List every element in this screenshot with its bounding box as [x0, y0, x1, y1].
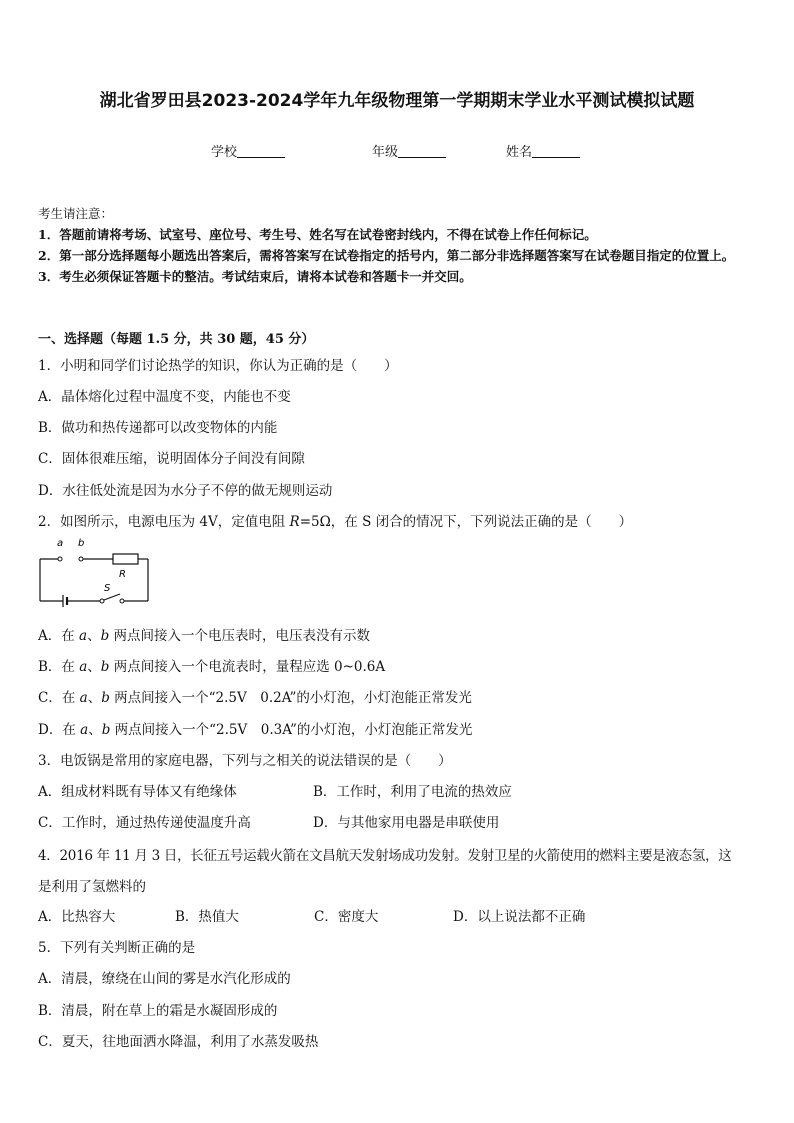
name-field: [506, 141, 580, 160]
q4-option-d: D．以上说法都不正确: [453, 909, 586, 925]
q1-option-c: C．固体很难压缩，说明固体分子间没有间隙: [38, 451, 305, 467]
q4-stem-line2: 是利用了氢燃料的: [38, 879, 146, 895]
terminal-b-label: b: [78, 538, 85, 549]
q4-option-a: A．比热容大: [38, 909, 116, 925]
switch-label: S: [104, 583, 111, 594]
q2-stem-part: 2．如图所示，电源电压为 4V，定值电阻: [38, 514, 290, 530]
resistor-label: R: [119, 569, 126, 580]
notice-header: 考生请注意：: [38, 206, 114, 221]
grade-field: [372, 141, 446, 160]
q5-option-a: A．清晨，缭绕在山间的雾是水汽化形成的: [38, 971, 291, 987]
name-blank: [532, 145, 580, 158]
name-label: 姓名: [506, 145, 533, 160]
terminal-a-label: a: [57, 538, 64, 549]
notice-block: [38, 203, 762, 287]
q2-option-c: C．在 a、b 两点间接入一个“2.5V 0.2A”的小灯泡，小灯泡能正常发光: [38, 690, 472, 706]
q1-option-d: D．水往低处流是因为水分子不停的做无规则运动: [38, 483, 333, 499]
circuit-diagram: [30, 534, 160, 610]
q5-option-c: C．夏天，往地面洒水降温，利用了水蒸发吸热: [38, 1034, 319, 1050]
school-field: [211, 141, 285, 160]
q3-stem: 3．电饭锅是常用的家庭电器，下列与之相关的说法错误的是（ ）: [38, 753, 452, 769]
notice-item: 3．考生必须保证答题卡的整洁。考试结束后，请将本试卷和答题卡一并交回。: [38, 269, 472, 284]
q3-option-c: C．工作时，通过热传递使温度升高: [38, 815, 251, 831]
q1-stem: 1．小明和同学们讨论热学的知识，你认为正确的是（ ）: [38, 358, 398, 374]
q2-option-d: D．在 a、b 两点间接入一个“2.5V 0.3A”的小灯泡，小灯泡能正常发光: [38, 722, 473, 738]
q5-option-b: B．清晨，附在草上的霜是水凝固形成的: [38, 1003, 278, 1019]
q2-option-b: B．在 a、b 两点间接入一个电流表时，量程应选 0~0.6A: [38, 659, 386, 675]
resistor-r: [113, 554, 138, 564]
q1-option-b: B．做功和热传递都可以改变物体的内能: [38, 420, 278, 436]
q3-option-b: B．工作时，利用了电流的热效应: [313, 784, 512, 800]
notice-item: 2．第一部分选择题每小题选出答案后，需将答案写在试卷指定的括号内，第二部分非选择题答案写在试卷题目指定的位置上。: [38, 248, 735, 263]
q2-stem: [38, 510, 768, 530]
q1-option-a: A．晶体熔化过程中温度不变，内能也不变: [38, 389, 291, 405]
grade-label: 年级: [372, 145, 399, 160]
q4-stem-line1: 4．2016 年 11 月 3 日，长征五号运载火箭在文昌航天发射场成功发射。发射卫星的火箭使用的燃料主要是液态氢，这: [38, 848, 732, 864]
q2-option-a: A．在 a、b 两点间接入一个电压表时，电压表没有示数: [38, 628, 371, 644]
school-blank: [237, 145, 285, 158]
q5-stem: 5．下列有关判断正确的是: [38, 940, 196, 956]
notice-item: 1．答题前请将考场、试室号、座位号、考生号、姓名写在试卷密封线内，不得在试卷上作任何标记。: [38, 227, 597, 242]
switch-s: [104, 594, 120, 600]
q3-option-a: A．组成材料既有导体又有绝缘体: [38, 784, 237, 800]
q2-stem-part: =5Ω，在 S 闭合的情况下，下列说法正确的是（ ）: [299, 514, 633, 530]
q4-option-b: B．热值大: [175, 909, 239, 925]
grade-blank: [398, 145, 446, 158]
q2-stem-var: R: [289, 514, 300, 530]
q3-option-d: D．与其他家用电器是串联使用: [313, 815, 500, 831]
exam-title: 湖北省罗田县2023-2024学年九年级物理第一学期期末学业水平测试模拟试题: [99, 91, 695, 111]
terminal-a: [58, 557, 62, 561]
terminal-b: [79, 557, 83, 561]
section-heading: 一、选择题（每题 1.5 分，共 30 题，45 分）: [38, 332, 315, 347]
q4-option-c: C．密度大: [314, 909, 379, 925]
school-label: 学校: [211, 145, 238, 160]
